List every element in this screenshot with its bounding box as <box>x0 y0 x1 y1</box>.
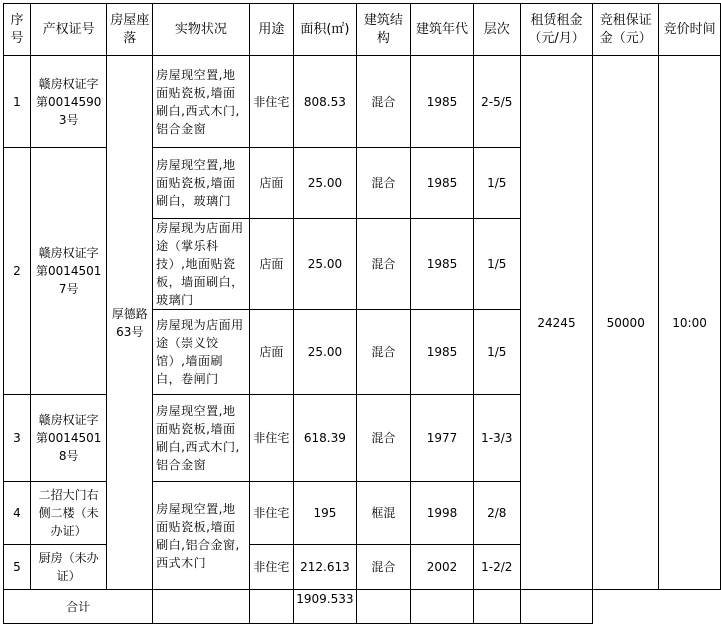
total-empty <box>153 590 249 624</box>
cell-area: 808.53 <box>294 56 356 148</box>
cell-structure: 混合 <box>356 310 411 395</box>
cell-status: 房屋现为店面用途（崇义饺馆）,墙面刷白，卷闸门 <box>153 310 249 395</box>
cell-area: 195 <box>294 482 356 545</box>
cell-use: 非住宅 <box>249 56 294 148</box>
cell-year: 1985 <box>411 56 474 148</box>
header-year: 建筑年代 <box>411 4 474 56</box>
cell-use: 店面 <box>249 219 294 310</box>
cell-year: 2002 <box>411 545 474 590</box>
cell-structure: 混合 <box>356 56 411 148</box>
header-area: 面积(㎡) <box>294 4 356 56</box>
header-use: 用途 <box>249 4 294 56</box>
cell-use: 非住宅 <box>249 545 294 590</box>
cell-area: 25.00 <box>294 148 356 219</box>
total-area: 1909.533 <box>294 590 356 624</box>
cell-structure: 混合 <box>356 219 411 310</box>
total-label: 合计 <box>4 590 153 624</box>
cell-floor: 1/5 <box>473 148 520 219</box>
cell-floor: 2-5/5 <box>473 56 520 148</box>
cell-area: 618.39 <box>294 395 356 482</box>
cell-status: 房屋现为店面用途（掌乐科技）,地面贴瓷板，墙面刷白，玻璃门 <box>153 219 249 310</box>
cell-use: 店面 <box>249 310 294 395</box>
cell-floor: 1-3/3 <box>473 395 520 482</box>
header-floor: 层次 <box>473 4 520 56</box>
cell-deposit: 50000 <box>593 56 659 590</box>
total-empty <box>411 590 474 624</box>
cell-year: 1985 <box>411 219 474 310</box>
header-cert: 产权证号 <box>30 4 107 56</box>
total-row <box>4 590 721 624</box>
total-empty <box>249 590 294 624</box>
cell-floor: 1-2/2 <box>473 545 520 590</box>
cell-year: 1985 <box>411 148 474 219</box>
cell-cert: 赣房权证字第00145018号 <box>30 395 107 482</box>
header-time: 竞价时间 <box>659 4 721 56</box>
cell-cert: 二招大门右侧二楼（未办证） <box>30 482 107 545</box>
header-status: 实物状况 <box>153 4 249 56</box>
cell-use: 店面 <box>249 148 294 219</box>
cell-area: 25.00 <box>294 219 356 310</box>
property-table <box>3 3 721 624</box>
cell-floor: 1/5 <box>473 310 520 395</box>
table-row <box>4 56 721 148</box>
cell-seq: 3 <box>4 395 31 482</box>
total-empty <box>520 590 593 624</box>
header-deposit: 竞租保证金（元） <box>593 4 659 56</box>
cell-cert: 赣房权证字第00145017号 <box>30 148 107 395</box>
cell-status: 房屋现空置,地面贴瓷板,墙面刷白,西式木门,铝合金窗 <box>153 56 249 148</box>
cell-location: 厚德路63号 <box>107 56 153 590</box>
cell-seq: 1 <box>4 56 31 148</box>
cell-status: 房屋现空置,地面贴瓷板,墙面刷白,铝合金窗,西式木门 <box>153 482 249 590</box>
cell-cert: 厨房（未办证） <box>30 545 107 590</box>
total-empty <box>473 590 520 624</box>
header-structure: 建筑结构 <box>356 4 411 56</box>
cell-seq: 5 <box>4 545 31 590</box>
cell-area: 25.00 <box>294 310 356 395</box>
cell-year: 1977 <box>411 395 474 482</box>
header-rent: 租赁租金（元/月） <box>520 4 593 56</box>
cell-use: 非住宅 <box>249 482 294 545</box>
total-empty <box>593 590 659 624</box>
cell-structure: 混合 <box>356 148 411 219</box>
cell-structure: 混合 <box>356 395 411 482</box>
cell-seq: 2 <box>4 148 31 395</box>
header-seq: 序号 <box>4 4 31 56</box>
cell-year: 1985 <box>411 310 474 395</box>
total-empty <box>356 590 411 624</box>
cell-floor: 1/5 <box>473 219 520 310</box>
cell-rent: 24245 <box>520 56 593 590</box>
total-empty <box>659 590 721 624</box>
header-location: 房屋座落 <box>107 4 153 56</box>
cell-time: 10:00 <box>659 56 721 590</box>
cell-area: 212.613 <box>294 545 356 590</box>
cell-structure: 框混 <box>356 482 411 545</box>
cell-seq: 4 <box>4 482 31 545</box>
cell-status: 房屋现空置,地面贴瓷板,墙面刷白,西式木门,铝合金窗 <box>153 395 249 482</box>
cell-cert: 赣房权证字第00145903号 <box>30 56 107 148</box>
header-row <box>4 4 721 56</box>
cell-structure: 混合 <box>356 545 411 590</box>
cell-year: 1998 <box>411 482 474 545</box>
cell-floor: 2/8 <box>473 482 520 545</box>
cell-status: 房屋现空置,地面贴瓷板,墙面刷白，玻璃门 <box>153 148 249 219</box>
cell-use: 非住宅 <box>249 395 294 482</box>
